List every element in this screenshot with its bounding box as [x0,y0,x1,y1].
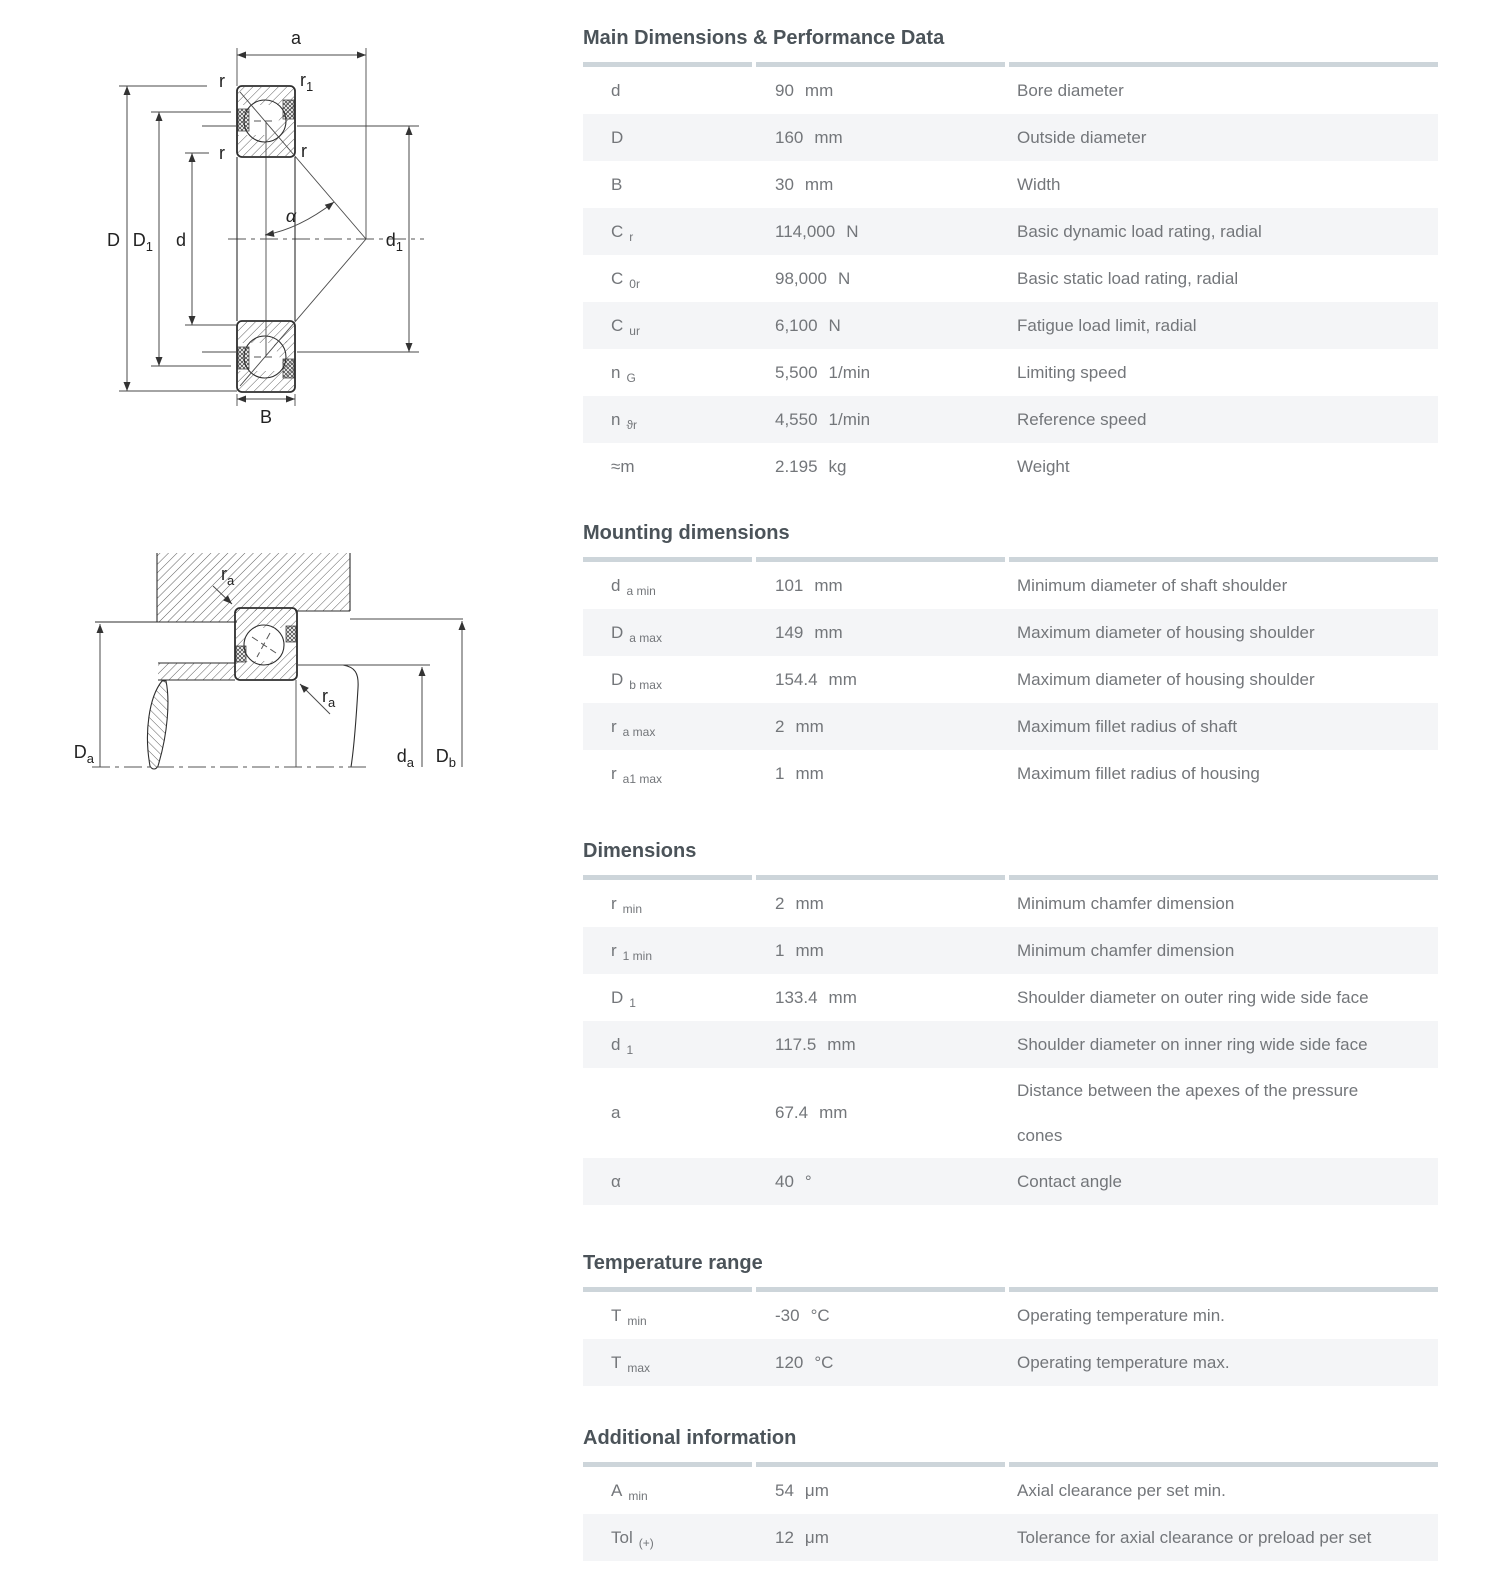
symbol-cell: C $_{0r}$ [611,268,640,291]
symbol-cell: Tol $_{(+)}$ [611,1527,654,1550]
symbol-cell: d $_{a min}$ [611,575,656,598]
value-cell: 12 μm [775,1527,829,1547]
table-row [583,974,1438,1021]
table-row [583,562,1438,609]
description-cell: Shoulder diameter on inner ring wide side face [1017,1035,1368,1054]
symbol-cell: D $_{a max}$ [611,622,662,645]
description-cell: Maximum fillet radius of shaft [1017,717,1238,736]
label-Db: $D_b$ [435,746,456,770]
table-row [583,396,1438,443]
contact-line-upper [240,92,366,239]
table-header-bar [583,875,1438,880]
table-row [583,1021,1438,1068]
label-r1: $r_1$ [300,70,314,94]
symbol-cell: D $_{b max}$ [611,669,662,692]
symbol-cell: r $_{min}$ [611,893,643,916]
label-D: D [107,230,120,250]
section-title: Main Dimensions & Performance Data [583,27,945,49]
table-row [583,114,1438,161]
description-cell: Basic dynamic load rating, radial [1017,222,1262,241]
section-additional-information [583,1424,1438,1561]
drawing-bearing-cross-section [107,28,424,427]
section-mounting-dimensions [583,519,1438,797]
table-row [583,703,1438,750]
description-cell: Operating temperature min. [1017,1306,1225,1325]
value-cell: 1 mm [775,940,824,960]
description-cell: Shoulder diameter on outer ring wide side face [1017,988,1369,1007]
table-header-bar [583,62,1438,67]
table-row [583,880,1438,927]
description-cell: Maximum diameter of housing shoulder [1017,670,1315,689]
table-row [583,1292,1438,1339]
table-row [583,443,1438,490]
value-cell: 2.195 kg [775,456,847,476]
label-ra-top: $r_a$ [221,564,235,588]
symbol-cell: C $_{ur}$ [611,315,640,338]
description-cell: Fatigue load limit, radial [1017,316,1197,335]
value-cell: 1 mm [775,763,824,783]
label-r-mid-left: r [219,143,225,163]
value-cell: 5,500 1/min [775,362,871,382]
description-cell: Weight [1017,457,1070,476]
spec-table [583,880,1438,1205]
value-cell: 2 mm [775,716,824,736]
label-d: d [175,230,186,250]
symbol-cell: C $_r$ [611,221,634,244]
symbol-cell: α [611,1171,621,1191]
symbol-cell: ≈m [611,456,635,476]
label-r-mid-right: r [301,141,307,161]
value-cell: 90 mm [775,80,834,100]
spec-table [583,562,1438,797]
cage-hatch [283,100,294,119]
symbol-cell: d $_1$ [611,1034,634,1057]
description-cell: Minimum diameter of shaft shoulder [1017,576,1288,595]
section-main-dimensions [583,24,1438,490]
table-row [583,349,1438,396]
table-row [583,1467,1438,1514]
value-cell: 114,000 N [775,221,859,241]
label-alpha: α [285,206,297,226]
shaft-shoulder-break [147,681,167,769]
value-cell: 133.4 mm [775,987,857,1007]
value-cell: 6,100 N [775,315,841,335]
description-cell: Width [1017,175,1061,194]
section-title: Temperature range [583,1252,763,1274]
label-r-top-left: r [219,71,225,91]
description-cell: Maximum diameter of housing shoulder [1017,623,1315,642]
shaft-outline-right [343,665,358,767]
symbol-cell: B [611,174,623,194]
table-row [583,609,1438,656]
label-Da: $D_a$ [73,742,94,766]
drawing-mounting-dimensions [74,553,463,770]
symbol-cell: T $_{max}$ [611,1352,651,1375]
description-cell: Tolerance for axial clearance or preload per set [1017,1528,1372,1547]
description-cell: Outside diameter [1017,128,1147,147]
spec-table [583,1467,1438,1561]
label-B: B [259,407,273,427]
description-cell: Operating temperature max. [1017,1353,1230,1372]
symbol-cell: r $_{1 min}$ [611,940,653,963]
label-D1: $D_1$ [132,230,153,254]
technical-drawings [0,0,520,820]
section-dimensions [583,837,1438,1205]
value-cell: 40 ° [775,1171,812,1191]
section-title: Additional information [583,1427,797,1449]
cage-hatch [283,359,294,378]
description-cell: Distance between the apexes of the pressure cones [1017,1081,1359,1145]
symbol-cell: D [611,127,624,147]
symbol-cell: A $_{min}$ [611,1480,648,1503]
description-cell: Reference speed [1017,410,1147,429]
label-ra-bottom: $r_a$ [322,686,336,710]
spec-table [583,67,1438,490]
table-row [583,1339,1438,1386]
table-row [583,656,1438,703]
table-row [583,1514,1438,1561]
table-header-bar [583,1462,1438,1467]
table-row [583,927,1438,974]
value-cell: 101 mm [775,575,843,595]
symbol-cell: n $_{ϑr}$ [611,409,638,432]
description-cell: Axial clearance per set min. [1017,1481,1226,1500]
value-cell: 117.5 mm [775,1034,856,1054]
value-cell: 98,000 N [775,268,851,288]
mounted-bearing-section [235,608,297,680]
section-title: Mounting dimensions [583,522,790,544]
value-cell: 149 mm [775,622,843,642]
table-row [583,255,1438,302]
value-cell: 54 μm [775,1480,829,1500]
spec-panel [583,24,1438,1561]
spec-table [583,1292,1438,1386]
table-header-bar [583,557,1438,562]
value-cell: 160 mm [775,127,843,147]
symbol-cell: D $_1$ [611,987,636,1010]
table-row [583,208,1438,255]
value-cell: -30 °C [775,1305,830,1325]
table-row [583,161,1438,208]
value-cell: 30 mm [775,174,834,194]
description-cell: Basic static load rating, radial [1017,269,1239,288]
description-cell: Bore diameter [1017,81,1124,100]
description-cell: Limiting speed [1017,363,1127,382]
symbol-cell: r $_{a1 max}$ [611,763,663,786]
symbol-cell: r $_{a max}$ [611,716,656,739]
symbol-cell: n $_G$ [611,362,636,385]
alpha-arc [265,202,334,235]
description-cell: Minimum chamfer dimension [1017,894,1235,913]
label-da: $d_a$ [396,746,414,770]
value-cell: 67.4 mm [775,1103,848,1122]
contact-line-lower [240,239,366,386]
value-cell: 4,550 1/min [775,409,871,429]
description-cell: Maximum fillet radius of housing [1017,764,1260,783]
table-row [583,67,1438,114]
description-cell: Contact angle [1017,1172,1122,1191]
table-row [583,1068,1438,1158]
symbol-cell: T $_{min}$ [611,1305,647,1328]
table-row [583,302,1438,349]
cage-hatch [286,626,296,642]
table-row [583,1158,1438,1205]
symbol-cell: a [611,1103,621,1122]
section-title: Dimensions [583,840,697,862]
table-row [583,750,1438,797]
section-temperature-range [583,1249,1438,1386]
label-d1: $d_1$ [385,230,403,254]
label-a: a [290,28,302,48]
value-cell: 2 mm [775,893,824,913]
value-cell: 154.4 mm [775,669,857,689]
table-header-bar [583,1287,1438,1292]
symbol-cell: d [611,80,621,100]
description-cell: Minimum chamfer dimension [1017,941,1235,960]
value-cell: 120 °C [775,1352,834,1372]
